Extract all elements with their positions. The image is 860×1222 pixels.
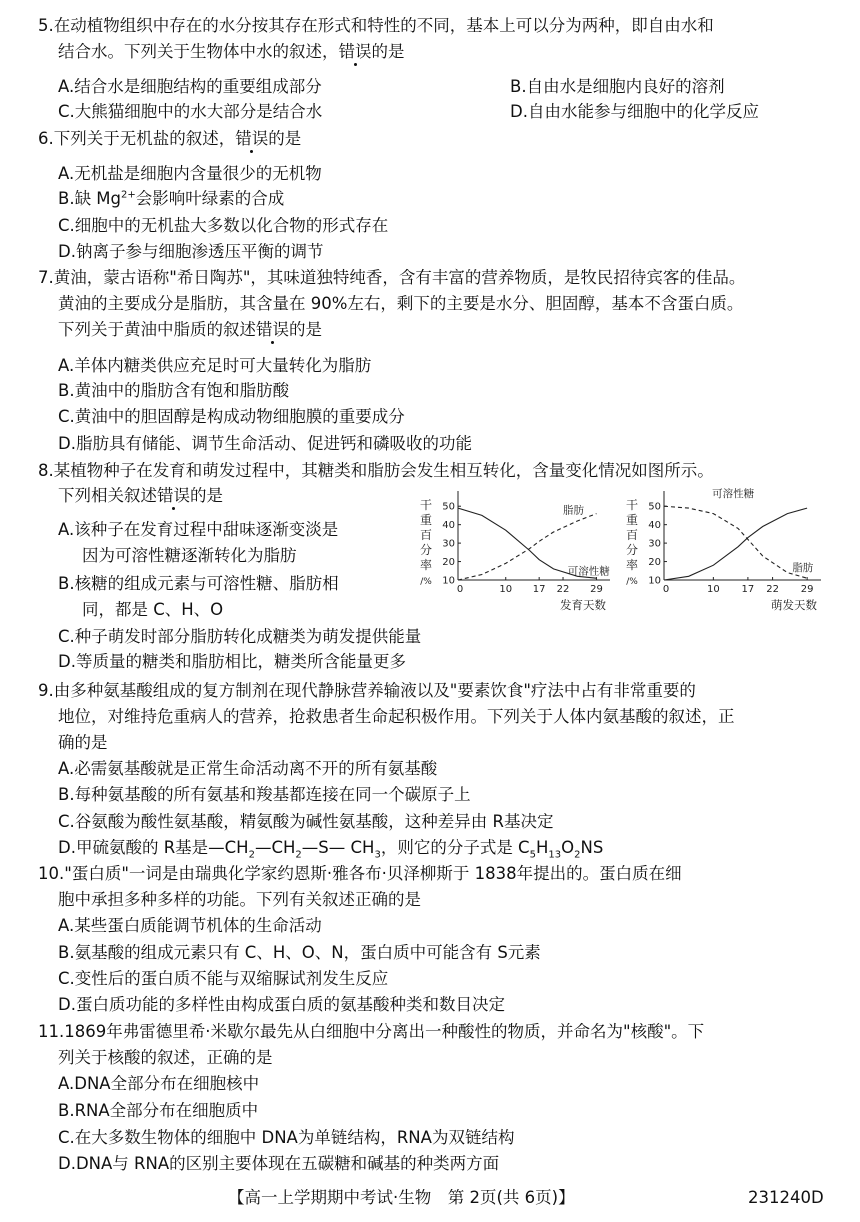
- q6-option-c: C.细胞中的无机盐大多数以化合物的形式存在: [58, 216, 389, 235]
- q5-option-b: B.自由水是细胞内良好的溶剂: [510, 77, 725, 96]
- q9-stem-line1: 9.由多种氨基酸组成的复方制剂在现代静脉营养输液以及"要素饮食"疗法中占有非常重要的: [38, 681, 696, 700]
- y-tick-label: 50: [442, 501, 455, 513]
- q10-stem-line2: 胞中承担多种多样的功能。下列有关叙述正确的是: [58, 890, 421, 909]
- q5-option-d: D.自由水能参与细胞中的化学反应: [510, 102, 759, 121]
- q7-stem-line2: 黄油的主要成分是脂肪，其含量在 90%左右，剩下的主要是水分、胆固醇，基本不含蛋白质。: [58, 294, 744, 313]
- page-footer-title: 【高一上学期期中考试·生物 第 2页(共 6页)】: [228, 1188, 575, 1207]
- series-label: 可溶性糖: [567, 565, 610, 578]
- q8-option-a-line2: 因为可溶性糖逐渐转化为脂肪: [82, 546, 297, 565]
- q11-option-c: C.在大多数生物体的细胞中 DNA为单链结构，RNA为双链结构: [58, 1128, 515, 1147]
- series-label: 脂肪: [563, 504, 585, 517]
- y-axis-label-char: 分: [419, 543, 433, 557]
- y-tick-label: 10: [442, 575, 455, 587]
- y-axis-label-char: 干: [419, 498, 433, 512]
- q8-stem-line2: 下列相关叙述错误的是: [58, 486, 223, 505]
- q9-option-b: B.每种氨基酸的所有氨基和羧基都连接在同一个碳原子上: [58, 785, 471, 804]
- q10-option-b: B.氨基酸的组成元素只有 C、H、O、N，蛋白质中可能含有 S元素: [58, 943, 541, 962]
- q11-option-d: D.DNA与 RNA的区别主要体现在五碳糖和碱基的种类两方面: [58, 1154, 500, 1173]
- q9-option-c: C.谷氨酸为酸性氨基酸，精氨酸为碱性氨基酸，这种差异由 R基决定: [58, 812, 554, 831]
- y-axis-label-char: 重: [419, 513, 433, 527]
- q10-option-d: D.蛋白质功能的多样性由构成蛋白质的氨基酸种类和数目决定: [58, 995, 505, 1014]
- x-tick-label: 17: [532, 584, 546, 595]
- x-axis-label: 萌发天数: [771, 598, 817, 612]
- q10-option-a: A.某些蛋白质能调节机体的生命活动: [58, 916, 322, 935]
- q7-option-d: D.脂肪具有储能、调节生命活动、促进钙和磷吸收的功能: [58, 434, 472, 453]
- q7-stem-line3: 下列关于黄油中脂质的叙述错误的是: [58, 320, 322, 339]
- series-line-fat: [664, 506, 807, 578]
- y-tick-label: 20: [442, 557, 455, 569]
- x-tick-label: 10: [499, 584, 513, 595]
- x-tick-label: 10: [706, 584, 720, 595]
- y-axis-label-char: 百: [419, 528, 433, 542]
- x-tick-label: 29: [800, 584, 814, 595]
- q7-option-c: C.黄油中的胆固醇是构成动物细胞膜的重要成分: [58, 407, 405, 426]
- y-tick-label: 50: [648, 501, 661, 513]
- q7-option-b: B.黄油中的脂肪含有饱和脂肪酸: [58, 381, 290, 400]
- y-axis-label-char: 分: [625, 543, 639, 557]
- emphasis-wrong: 错误: [235, 129, 269, 148]
- y-tick-label: 30: [648, 538, 661, 550]
- y-tick-label: 20: [648, 557, 661, 569]
- q10-stem-line1: 10."蛋白质"一词是由瑞典化学家约恩斯·雅各布·贝泽柳斯于 1838年提出的。蛋白质在细: [38, 864, 682, 883]
- q5-option-c: C.大熊猫细胞中的水大部分是结合水: [58, 102, 323, 121]
- q11-stem-line2: 列关于核酸的叙述，正确的是: [58, 1048, 273, 1067]
- x-tick-label: 17: [741, 584, 755, 595]
- y-axis-label-char: /%: [626, 577, 638, 587]
- emphasis-wrong: 错误: [256, 320, 289, 339]
- series-line-soluble-sugar: [664, 508, 807, 580]
- emphasis-wrong: 错误: [338, 42, 372, 61]
- y-axis-label-char: 率: [419, 558, 433, 572]
- q8-option-a-line1: A.该种子在发育过程中甜味逐渐变淡是: [58, 520, 339, 539]
- q6-option-b: B.缺 $Mg^{2+}$会影响叶绿素的合成: [58, 189, 285, 208]
- chart-development-svg: [418, 485, 618, 615]
- chart-development: [418, 485, 618, 615]
- y-axis-label-char: 重: [625, 513, 639, 527]
- x-tick-label: 22: [766, 584, 779, 595]
- y-axis-label-char: /%: [420, 577, 432, 587]
- q9-stem-line2: 地位，对维持危重病人的营养，抢救患者生命起积极作用。下列关于人体内氨基酸的叙述，正: [58, 707, 735, 726]
- q6-option-d: D.钠离子参与细胞渗透压平衡的调节: [58, 242, 324, 261]
- y-tick-label: 10: [648, 575, 661, 587]
- q10-option-c: C.变性后的蛋白质不能与双缩脲试剂发生反应: [58, 969, 389, 988]
- q9-option-a: A.必需氨基酸就是正常生命活动离不开的所有氨基酸: [58, 759, 438, 778]
- x-tick-label: 0: [662, 584, 670, 595]
- q6-stem: 6.下列关于无机盐的叙述，错误的是: [38, 129, 302, 148]
- x-tick-label: 29: [590, 584, 603, 595]
- y-tick-label: 30: [442, 538, 455, 550]
- x-tick-label: 22: [556, 584, 570, 595]
- x-axis-label: 发育天数: [560, 598, 606, 612]
- q7-option-a: A.羊体内糖类供应充足时可大量转化为脂肪: [58, 356, 372, 375]
- q6-option-a: A.无机盐是细胞内含量很少的无机物: [58, 164, 322, 183]
- y-axis-label-char: 率: [625, 558, 639, 572]
- q11-stem-line1: 11.1869年弗雷德里希·米歇尔最先从白细胞中分离出一种酸性的物质，并命名为"核酸"。下: [38, 1022, 705, 1041]
- chart-germination-svg: [624, 485, 829, 615]
- chart-germination: [624, 485, 829, 615]
- page-footer-code: 231240D: [748, 1188, 824, 1207]
- y-axis-label-char: 干: [625, 498, 639, 512]
- q7-stem-line1: 7.黄油，蒙古语称"希日陶苏"，其味道独特纯香，含有丰富的营养物质，是牧民招待宾客的佳品。: [38, 268, 746, 287]
- y-tick-label: 40: [442, 520, 455, 532]
- q11-option-b: B.RNA全部分布在细胞质中: [58, 1101, 259, 1120]
- q8-stem-line1: 8.某植物种子在发育和萌发过程中，其糖类和脂肪会发生相互转化，含量变化情况如图所示。: [38, 461, 714, 480]
- x-tick-label: 0: [456, 584, 464, 595]
- emphasis-wrong: 错误: [157, 486, 190, 505]
- q5-stem-line1: 5.在动植物组织中存在的水分按其存在形式和特性的不同，基本上可以分为两种，即自由水和: [38, 16, 714, 35]
- y-tick-label: 40: [648, 520, 661, 532]
- series-label: 可溶性糖: [712, 488, 755, 500]
- q9-stem-line3: 确的是: [58, 733, 108, 752]
- q8-option-d: D.等质量的糖类和脂肪相比，糖类所含能量更多: [58, 652, 406, 671]
- y-axis-label-char: 百: [625, 528, 639, 542]
- q11-option-a: A.DNA全部分布在细胞核中: [58, 1074, 260, 1093]
- q5-stem-line2: 结合水。下列关于生物体中水的叙述，错误的是: [58, 42, 405, 61]
- q8-option-b-line1: B.核糖的组成元素与可溶性糖、脂肪相: [58, 574, 339, 593]
- series-label: 脂肪: [792, 561, 814, 574]
- q9-option-d: D.甲硫氨酸的 R基是$—CH_2—CH_2—S—$ $CH_3$，则它的分子式是 $C_5H_{13}O_2NS$: [58, 838, 604, 861]
- q8-option-c: C.种子萌发时部分脂肪转化成糖类为萌发提供能量: [58, 627, 422, 646]
- q5-option-a: A.结合水是细胞结构的重要组成部分: [58, 77, 322, 96]
- q8-option-b-line2: 同，都是 C、H、O: [82, 600, 224, 619]
